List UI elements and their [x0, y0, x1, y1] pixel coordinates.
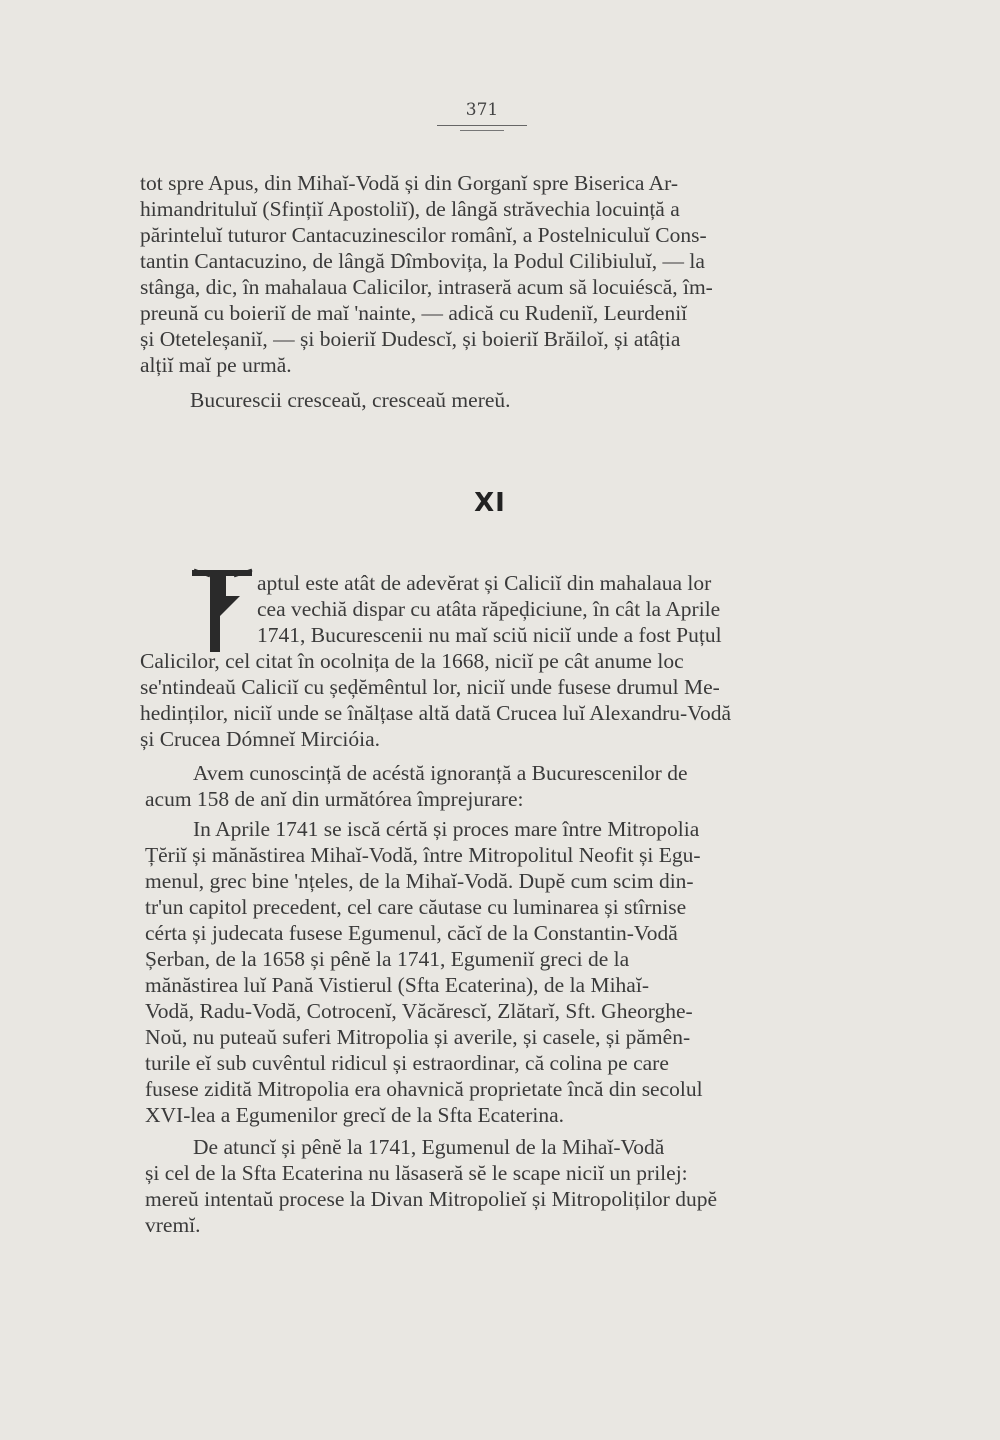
text-line: părinteluĭ tuturor Cantacuzinescilor românĭ, a Postelniculuĭ Cons- — [140, 223, 707, 247]
text-line: și Oteteleșaniĭ, — și boieriĭ Dudescĭ, și boieriĭ Brăiloĭ, și atâția — [140, 327, 681, 351]
page-number: 371 — [465, 100, 499, 120]
text-line: In Aprile 1741 se iscă cértă și proces mare între Mitropolia — [193, 817, 700, 841]
text-line: tot spre Apus, din Mihaĭ-Vodă și din Gorganĭ spre Biserica Ar- — [140, 171, 679, 195]
text-line: hedinților, niciĭ unde se înălțase altă dată Crucea luĭ Alexandru-Vodă — [140, 701, 731, 725]
text-line: aptul este atât de adevĕrat și Caliciĭ din mahalaua lor — [257, 571, 712, 595]
text-line: Bucurescii cresceaŭ, cresceaŭ mereŭ. — [190, 388, 511, 412]
text-line: Calicilor, cel citat în ocolnița de la 1668, niciĭ pe cât anume loc — [140, 649, 684, 673]
text-line: De atuncĭ și pênĕ la 1741, Egumenul de la Mihaĭ-Vodă — [193, 1135, 665, 1159]
text-line: se'ntindeaŭ Caliciĭ cu șeḑĕmêntul lor, niciĭ unde fusese drumul Me- — [140, 675, 720, 699]
paragraph-6 — [145, 1134, 835, 1238]
text-line: și Crucea Dómneĭ Mircióia. — [140, 727, 381, 751]
paragraph-2 — [190, 387, 840, 413]
text-line: mănăstirea luĭ Pană Vistierul (Sfta Ecaterina), de la Mihaĭ- — [145, 973, 649, 997]
text-line: turile eĭ sub cuvêntul ridicul și estraordinar, că colina pe care — [145, 1051, 669, 1075]
section-heading: XI — [474, 488, 506, 518]
text-line: himandrituluĭ (Sfințiĭ Apostoliĭ), de lângă străvechia locuință a — [140, 197, 680, 221]
paragraph-5 — [145, 816, 835, 1128]
text-line: cérta și judecata fusese Egumenul, căcĭ de la Constantin-Vodă — [145, 921, 678, 945]
text-line: Țĕriĭ și mănăstirea Mihaĭ-Vodă, între Mitropolitul Neofit și Egu- — [145, 843, 701, 867]
text-line: stânga, dic, în mahalaua Calicilor, intraseră acum să locuiéscă, îm- — [140, 275, 713, 299]
text-line: alțiĭ maĭ pe urmă. — [140, 353, 292, 377]
text-line: acum 158 de anĭ din următórea împrejurare: — [145, 787, 524, 811]
text-line: Șerban, de la 1658 și pênĕ la 1741, Egumeniĭ greci de la — [145, 947, 630, 971]
paragraph-1 — [140, 170, 837, 378]
text-line: XVI-lea a Egumenilor grecĭ de la Sfta Ecaterina. — [145, 1103, 565, 1127]
text-line: cea vechiă dispar cu atâta răpeḑiciune, în cât la Aprile — [257, 597, 721, 621]
text-line: preună cu boieriĭ de maĭ 'nainte, — adică cu Rudeniĭ, Leurdeniĭ — [140, 301, 688, 325]
text-line: tantin Cantacuzino, de lângă Dîmbovița, la Podul Cilibiuluĭ, — la — [140, 249, 705, 273]
page-number-rule — [437, 125, 527, 126]
paragraph-3 — [140, 570, 837, 752]
text-line: Noŭ, nu puteaŭ suferi Mitropolia și averile, și casele, și pămên- — [145, 1025, 691, 1049]
text-line: mereŭ intentaŭ procese la Divan Mitropolieĭ și Mitropoliților dupĕ — [145, 1187, 718, 1211]
text-line: vremĭ. — [145, 1213, 201, 1237]
text-line: tr'un capitol precedent, cel care căutase cu luminarea și stîrnise — [145, 895, 687, 919]
paragraph-4 — [145, 760, 835, 812]
text-line: Vodă, Radu-Vodă, Cotrocenĭ, Văcărescĭ, Zlătarĭ, Sft. Gheorghe- — [145, 999, 693, 1023]
text-line: menul, grec bine 'nțeles, de la Mihaĭ-Vodă. Dupĕ cum scim din- — [145, 869, 694, 893]
text-line: Avem cunoscință de acéstă ignoranță a Bucurescenilor de — [193, 761, 688, 785]
text-line: 1741, Bucurescenii nu maĭ sciŭ niciĭ unde a fost Puțul — [257, 623, 722, 647]
text-line: și cel de la Sfta Ecaterina nu lăsaseră sĕ le scape niciĭ un prilej: — [145, 1161, 688, 1185]
page-number-rule-short — [460, 130, 504, 131]
text-line: fusese zidită Mitropolia era ohavnică proprietate încă din secolul — [145, 1077, 703, 1101]
